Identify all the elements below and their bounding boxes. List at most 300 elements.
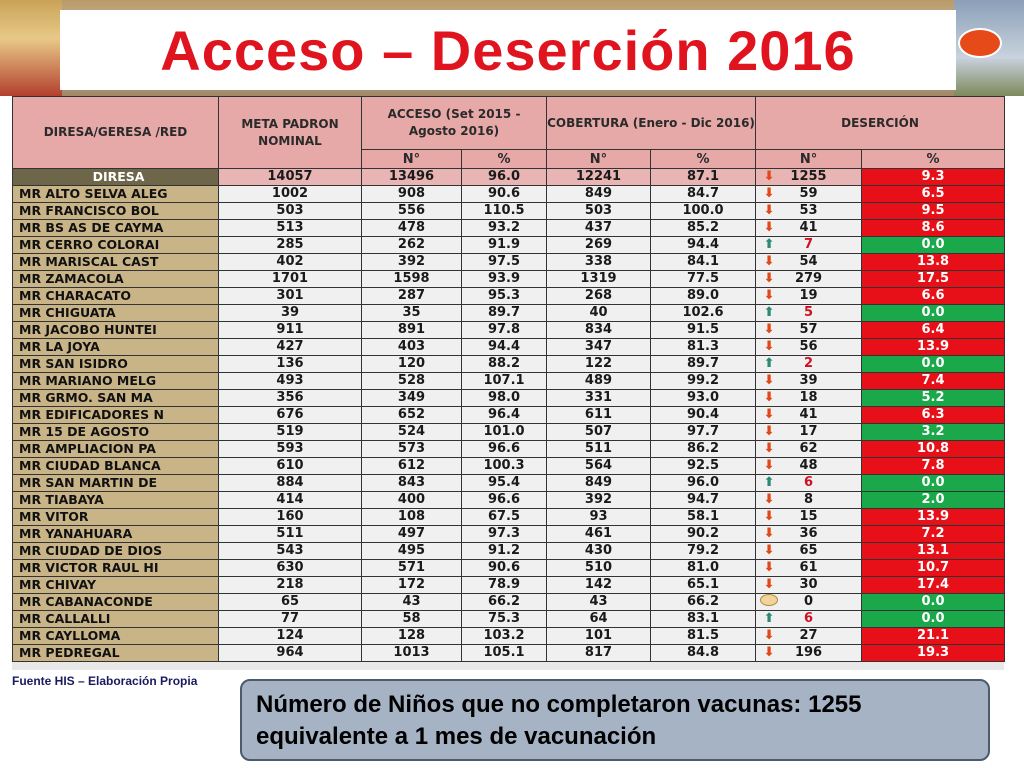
- desertion-n-value: 61: [799, 560, 818, 575]
- region-name-cell: MR PEDREGAL: [13, 645, 219, 662]
- desertion-pct-cell: 13.9: [862, 339, 1005, 356]
- coverage-pct-cell: 100.0: [651, 203, 756, 220]
- desertion-n-value: 196: [794, 645, 823, 660]
- desertion-n-value: 8: [803, 492, 814, 507]
- arrow-up-icon: ⬆: [763, 305, 775, 320]
- desertion-n-cell: [756, 339, 862, 356]
- meta-cell: 543: [219, 543, 362, 560]
- meta-cell: 1002: [219, 186, 362, 203]
- arrow-down-icon: ⬇: [763, 577, 775, 592]
- desertion-n-value: 65: [799, 543, 818, 558]
- access-n-cell: 128: [362, 628, 462, 645]
- access-n-cell: 35: [362, 305, 462, 322]
- desertion-n-cell: [756, 645, 862, 662]
- coverage-pct-cell: 77.5: [651, 271, 756, 288]
- table-row: [13, 441, 1005, 458]
- region-name-cell: MR CERRO COLORAI: [13, 237, 219, 254]
- region-name-cell: MR CHIGUATA: [13, 305, 219, 322]
- access-pct-cell: 93.9: [462, 271, 547, 288]
- access-n-cell: 612: [362, 458, 462, 475]
- coverage-n-cell: 268: [547, 288, 651, 305]
- table-row: [13, 339, 1005, 356]
- desertion-n-value: 6: [803, 611, 814, 626]
- arrow-down-icon: ⬇: [763, 203, 775, 218]
- coverage-n-cell: 437: [547, 220, 651, 237]
- subheader-pct: %: [651, 150, 756, 169]
- region-name-cell: MR VITOR: [13, 509, 219, 526]
- desertion-n-cell: [756, 322, 862, 339]
- access-n-cell: 652: [362, 407, 462, 424]
- desertion-n-value: 2: [803, 356, 814, 371]
- meta-cell: 1701: [219, 271, 362, 288]
- table-row: [13, 220, 1005, 237]
- region-name-cell: MR AMPLIACION PA: [13, 441, 219, 458]
- meta-cell: 610: [219, 458, 362, 475]
- meta-cell: 301: [219, 288, 362, 305]
- desertion-n-cell: [756, 305, 862, 322]
- header-acceso: ACCESO (Set 2015 - Agosto 2016): [362, 97, 547, 150]
- desertion-n-cell: [756, 611, 862, 628]
- desertion-n-cell: [756, 288, 862, 305]
- arrow-down-icon: ⬇: [763, 509, 775, 524]
- access-pct-cell: 110.5: [462, 203, 547, 220]
- region-name-cell: MR CABANACONDE: [13, 594, 219, 611]
- meta-cell: 513: [219, 220, 362, 237]
- access-n-cell: 43: [362, 594, 462, 611]
- desertion-pct-cell: 7.8: [862, 458, 1005, 475]
- arrow-down-icon: ⬇: [763, 560, 775, 575]
- coverage-pct-cell: 91.5: [651, 322, 756, 339]
- meta-cell: 65: [219, 594, 362, 611]
- access-pct-cell: 95.3: [462, 288, 547, 305]
- access-pct-cell: 94.4: [462, 339, 547, 356]
- coverage-pct-cell: 84.1: [651, 254, 756, 271]
- desertion-n-value: 53: [799, 203, 818, 218]
- desertion-pct-cell: 9.5: [862, 203, 1005, 220]
- table-row: [13, 390, 1005, 407]
- table-row: [13, 373, 1005, 390]
- coverage-pct-cell: 94.4: [651, 237, 756, 254]
- desertion-pct-cell: 2.0: [862, 492, 1005, 509]
- access-pct-cell: 90.6: [462, 186, 547, 203]
- access-n-cell: 478: [362, 220, 462, 237]
- access-n-cell: 392: [362, 254, 462, 271]
- access-n-cell: 571: [362, 560, 462, 577]
- coverage-n-cell: 122: [547, 356, 651, 373]
- meta-cell: 218: [219, 577, 362, 594]
- desertion-n-value: 54: [799, 254, 818, 269]
- meta-cell: 427: [219, 339, 362, 356]
- arrow-down-icon: ⬇: [763, 271, 775, 286]
- table-row: [13, 237, 1005, 254]
- coverage-n-cell: 489: [547, 373, 651, 390]
- access-n-cell: 573: [362, 441, 462, 458]
- region-name-cell: MR SAN ISIDRO: [13, 356, 219, 373]
- arrow-down-icon: ⬇: [763, 373, 775, 388]
- coverage-n-cell: 849: [547, 475, 651, 492]
- desertion-n-cell: [756, 492, 862, 509]
- coverage-n-cell: 269: [547, 237, 651, 254]
- desertion-pct-cell: 21.1: [862, 628, 1005, 645]
- desertion-n-value: 7: [803, 237, 814, 252]
- meta-cell: 160: [219, 509, 362, 526]
- meta-cell: 136: [219, 356, 362, 373]
- desertion-n-cell: [756, 254, 862, 271]
- desertion-n-cell: [756, 203, 862, 220]
- meta-cell: 402: [219, 254, 362, 271]
- arrow-down-icon: ⬇: [763, 492, 775, 507]
- access-pct-cell: 89.7: [462, 305, 547, 322]
- coverage-pct-cell: 65.1: [651, 577, 756, 594]
- region-name-cell: MR 15 DE AGOSTO: [13, 424, 219, 441]
- desertion-pct-cell: 3.2: [862, 424, 1005, 441]
- access-desertion-table: [12, 96, 1005, 662]
- coverage-pct-cell: 90.4: [651, 407, 756, 424]
- region-name-cell: MR FRANCISCO BOL: [13, 203, 219, 220]
- region-name-cell: MR GRMO. SAN MA: [13, 390, 219, 407]
- coverage-pct-cell: 66.2: [651, 594, 756, 611]
- coverage-n-cell: 64: [547, 611, 651, 628]
- desertion-n-value: 30: [799, 577, 818, 592]
- meta-cell: 884: [219, 475, 362, 492]
- desertion-n-value: 62: [799, 441, 818, 456]
- access-pct-cell: 97.3: [462, 526, 547, 543]
- table-row: [13, 543, 1005, 560]
- region-name-cell: MR JACOBO HUNTEI: [13, 322, 219, 339]
- desertion-n-value: 6: [803, 475, 814, 490]
- region-name-cell: MR SAN MARTIN DE: [13, 475, 219, 492]
- table-row: [13, 509, 1005, 526]
- desertion-n-value: 279: [794, 271, 823, 286]
- desertion-pct-cell: 0.0: [862, 594, 1005, 611]
- region-name-cell: MR CALLALLI: [13, 611, 219, 628]
- access-pct-cell: 103.2: [462, 628, 547, 645]
- access-pct-cell: 75.3: [462, 611, 547, 628]
- desertion-n-cell: [756, 577, 862, 594]
- table-row: [13, 169, 1005, 186]
- desertion-n-cell: [756, 186, 862, 203]
- table-row: [13, 560, 1005, 577]
- coverage-pct-cell: 83.1: [651, 611, 756, 628]
- desertion-n-cell: [756, 373, 862, 390]
- table-row: [13, 628, 1005, 645]
- meta-cell: 493: [219, 373, 362, 390]
- church-image: [0, 0, 62, 96]
- coverage-n-cell: 430: [547, 543, 651, 560]
- arrow-down-icon: ⬇: [763, 322, 775, 337]
- arrow-down-icon: ⬇: [763, 390, 775, 405]
- meta-cell: 911: [219, 322, 362, 339]
- coverage-pct-cell: 94.7: [651, 492, 756, 509]
- region-name-cell: MR CIUDAD DE DIOS: [13, 543, 219, 560]
- meta-cell: 593: [219, 441, 362, 458]
- meta-cell: 630: [219, 560, 362, 577]
- region-name-cell: MR LA JOYA: [13, 339, 219, 356]
- access-pct-cell: 90.6: [462, 560, 547, 577]
- desertion-n-cell: [756, 560, 862, 577]
- table-row: [13, 475, 1005, 492]
- coverage-pct-cell: 86.2: [651, 441, 756, 458]
- coverage-n-cell: 611: [547, 407, 651, 424]
- desertion-n-value: 41: [799, 220, 818, 235]
- arrow-down-icon: ⬇: [763, 220, 775, 235]
- desertion-n-value: 15: [799, 509, 818, 524]
- source-footnote: Fuente HIS – Elaboración Propia: [12, 674, 198, 688]
- table-row: [13, 424, 1005, 441]
- arrow-down-icon: ⬇: [763, 169, 775, 184]
- desertion-pct-cell: 7.4: [862, 373, 1005, 390]
- arrow-up-icon: ⬆: [763, 475, 775, 490]
- access-pct-cell: 96.6: [462, 492, 547, 509]
- region-name-cell: DIRESA: [13, 169, 219, 186]
- page-title: Acceso – Deserción 2016: [160, 19, 856, 82]
- access-pct-cell: 96.6: [462, 441, 547, 458]
- region-name-cell: MR ALTO SELVA ALEG: [13, 186, 219, 203]
- coverage-n-cell: 101: [547, 628, 651, 645]
- table-row: [13, 611, 1005, 628]
- header-cobertura: COBERTURA (Enero - Dic 2016): [547, 97, 756, 150]
- region-name-cell: MR MARISCAL CAST: [13, 254, 219, 271]
- access-pct-cell: 88.2: [462, 356, 547, 373]
- access-pct-cell: 107.1: [462, 373, 547, 390]
- coverage-pct-cell: 84.7: [651, 186, 756, 203]
- access-n-cell: 262: [362, 237, 462, 254]
- desertion-n-value: 36: [799, 526, 818, 541]
- table-row: [13, 186, 1005, 203]
- access-n-cell: 556: [362, 203, 462, 220]
- arrow-down-icon: ⬇: [763, 543, 775, 558]
- desertion-pct-cell: 6.5: [862, 186, 1005, 203]
- table-row: [13, 305, 1005, 322]
- desertion-n-cell: [756, 594, 862, 611]
- desertion-n-value: 5: [803, 305, 814, 320]
- coverage-pct-cell: 84.8: [651, 645, 756, 662]
- access-pct-cell: 105.1: [462, 645, 547, 662]
- coverage-n-cell: 834: [547, 322, 651, 339]
- desertion-n-cell: [756, 628, 862, 645]
- summary-note: Número de Niños que no completaron vacunas: 1255 equivalente a 1 mes de vacunación: [240, 679, 990, 761]
- table-row: [13, 594, 1005, 611]
- access-pct-cell: 98.0: [462, 390, 547, 407]
- desertion-n-cell: [756, 220, 862, 237]
- table-row: [13, 577, 1005, 594]
- table-row: [13, 203, 1005, 220]
- coverage-pct-cell: 79.2: [651, 543, 756, 560]
- meta-cell: 519: [219, 424, 362, 441]
- coverage-n-cell: 12241: [547, 169, 651, 186]
- access-n-cell: 891: [362, 322, 462, 339]
- desertion-n-cell: [756, 526, 862, 543]
- desertion-pct-cell: 10.8: [862, 441, 1005, 458]
- access-n-cell: 108: [362, 509, 462, 526]
- desertion-n-cell: [756, 458, 862, 475]
- desertion-n-value: 39: [799, 373, 818, 388]
- access-n-cell: 843: [362, 475, 462, 492]
- coverage-n-cell: 142: [547, 577, 651, 594]
- arrow-up-icon: ⬆: [763, 611, 775, 626]
- coverage-n-cell: 510: [547, 560, 651, 577]
- coverage-pct-cell: 89.0: [651, 288, 756, 305]
- meta-cell: 414: [219, 492, 362, 509]
- coverage-n-cell: 338: [547, 254, 651, 271]
- access-n-cell: 908: [362, 186, 462, 203]
- desertion-pct-cell: 6.6: [862, 288, 1005, 305]
- desertion-n-cell: [756, 441, 862, 458]
- access-pct-cell: 91.2: [462, 543, 547, 560]
- desertion-pct-cell: 17.4: [862, 577, 1005, 594]
- coverage-pct-cell: 89.7: [651, 356, 756, 373]
- coverage-n-cell: 43: [547, 594, 651, 611]
- meta-cell: 676: [219, 407, 362, 424]
- access-pct-cell: 78.9: [462, 577, 547, 594]
- access-pct-cell: 67.5: [462, 509, 547, 526]
- meta-cell: 14057: [219, 169, 362, 186]
- access-pct-cell: 93.2: [462, 220, 547, 237]
- desertion-pct-cell: 17.5: [862, 271, 1005, 288]
- region-name-cell: MR TIABAYA: [13, 492, 219, 509]
- access-n-cell: 349: [362, 390, 462, 407]
- title-box: [60, 10, 956, 90]
- access-n-cell: 1013: [362, 645, 462, 662]
- table-row: [13, 645, 1005, 662]
- logo-icon: [958, 28, 1002, 58]
- desertion-pct-cell: 13.1: [862, 543, 1005, 560]
- arrow-up-icon: ⬆: [763, 356, 775, 371]
- arrow-down-icon: ⬇: [763, 254, 775, 269]
- table-row: [13, 407, 1005, 424]
- table-row: [13, 322, 1005, 339]
- access-pct-cell: 100.3: [462, 458, 547, 475]
- coverage-n-cell: 347: [547, 339, 651, 356]
- coverage-pct-cell: 92.5: [651, 458, 756, 475]
- region-name-cell: MR YANAHUARA: [13, 526, 219, 543]
- meta-cell: 77: [219, 611, 362, 628]
- subheader-n: N°: [756, 150, 862, 169]
- table-row: [13, 492, 1005, 509]
- desertion-pct-cell: 0.0: [862, 611, 1005, 628]
- region-name-cell: MR CHIVAY: [13, 577, 219, 594]
- desertion-n-value: 19: [799, 288, 818, 303]
- access-n-cell: 172: [362, 577, 462, 594]
- desertion-pct-cell: 0.0: [862, 475, 1005, 492]
- access-n-cell: 497: [362, 526, 462, 543]
- coverage-pct-cell: 97.7: [651, 424, 756, 441]
- access-pct-cell: 96.4: [462, 407, 547, 424]
- desertion-pct-cell: 10.7: [862, 560, 1005, 577]
- meta-cell: 285: [219, 237, 362, 254]
- desertion-pct-cell: 19.3: [862, 645, 1005, 662]
- coverage-n-cell: 507: [547, 424, 651, 441]
- coverage-pct-cell: 96.0: [651, 475, 756, 492]
- region-name-cell: MR CAYLLOMA: [13, 628, 219, 645]
- coverage-n-cell: 392: [547, 492, 651, 509]
- desertion-n-cell: [756, 271, 862, 288]
- desertion-pct-cell: 9.3: [862, 169, 1005, 186]
- desertion-n-value: 41: [799, 407, 818, 422]
- arrow-down-icon: ⬇: [763, 186, 775, 201]
- arrow-down-icon: ⬇: [763, 424, 775, 439]
- coverage-pct-cell: 85.2: [651, 220, 756, 237]
- desertion-pct-cell: 0.0: [862, 305, 1005, 322]
- dot-icon: [760, 594, 778, 611]
- access-n-cell: 524: [362, 424, 462, 441]
- desertion-n-cell: [756, 543, 862, 560]
- desertion-pct-cell: 13.8: [862, 254, 1005, 271]
- coverage-n-cell: 1319: [547, 271, 651, 288]
- desertion-n-cell: [756, 509, 862, 526]
- desertion-n-value: 57: [799, 322, 818, 337]
- access-pct-cell: 97.8: [462, 322, 547, 339]
- access-pct-cell: 66.2: [462, 594, 547, 611]
- subheader-n: N°: [362, 150, 462, 169]
- coverage-pct-cell: 93.0: [651, 390, 756, 407]
- desertion-n-value: 18: [799, 390, 818, 405]
- desertion-pct-cell: 5.2: [862, 390, 1005, 407]
- desertion-n-value: 27: [799, 628, 818, 643]
- coverage-n-cell: 849: [547, 186, 651, 203]
- desertion-pct-cell: 13.9: [862, 509, 1005, 526]
- arrow-down-icon: ⬇: [763, 645, 775, 660]
- desertion-n-cell: [756, 169, 862, 186]
- arrow-down-icon: ⬇: [763, 441, 775, 456]
- coverage-n-cell: 564: [547, 458, 651, 475]
- coverage-pct-cell: 99.2: [651, 373, 756, 390]
- region-name-cell: MR MARIANO MELG: [13, 373, 219, 390]
- table-row: [13, 526, 1005, 543]
- desertion-n-cell: [756, 475, 862, 492]
- meta-cell: 503: [219, 203, 362, 220]
- desertion-n-value: 17: [799, 424, 818, 439]
- access-pct-cell: 91.9: [462, 237, 547, 254]
- coverage-n-cell: 93: [547, 509, 651, 526]
- coverage-pct-cell: 81.3: [651, 339, 756, 356]
- desertion-n-cell: [756, 424, 862, 441]
- table-row: [13, 458, 1005, 475]
- desertion-pct-cell: 6.3: [862, 407, 1005, 424]
- coverage-n-cell: 331: [547, 390, 651, 407]
- access-n-cell: 495: [362, 543, 462, 560]
- meta-cell: 124: [219, 628, 362, 645]
- coverage-pct-cell: 87.1: [651, 169, 756, 186]
- access-n-cell: 13496: [362, 169, 462, 186]
- coverage-n-cell: 503: [547, 203, 651, 220]
- subheader-n: N°: [547, 150, 651, 169]
- table-row: [13, 288, 1005, 305]
- coverage-pct-cell: 81.5: [651, 628, 756, 645]
- desertion-n-cell: [756, 237, 862, 254]
- desertion-n-value: 59: [799, 186, 818, 201]
- access-pct-cell: 95.4: [462, 475, 547, 492]
- desertion-n-value: 0: [803, 594, 814, 609]
- desertion-pct-cell: 7.2: [862, 526, 1005, 543]
- access-pct-cell: 96.0: [462, 169, 547, 186]
- meta-cell: 964: [219, 645, 362, 662]
- subheader-pct: %: [862, 150, 1005, 169]
- coverage-n-cell: 40: [547, 305, 651, 322]
- region-name-cell: MR EDIFICADORES N: [13, 407, 219, 424]
- desertion-n-value: 48: [799, 458, 818, 473]
- region-name-cell: MR ZAMACOLA: [13, 271, 219, 288]
- coverage-pct-cell: 81.0: [651, 560, 756, 577]
- meta-cell: 356: [219, 390, 362, 407]
- meta-cell: 39: [219, 305, 362, 322]
- region-name-cell: MR CIUDAD BLANCA: [13, 458, 219, 475]
- subheader-pct: %: [462, 150, 547, 169]
- header-diresa: DIRESA/GERESA /RED: [13, 97, 219, 169]
- desertion-n-value: 56: [799, 339, 818, 354]
- access-n-cell: 287: [362, 288, 462, 305]
- access-n-cell: 120: [362, 356, 462, 373]
